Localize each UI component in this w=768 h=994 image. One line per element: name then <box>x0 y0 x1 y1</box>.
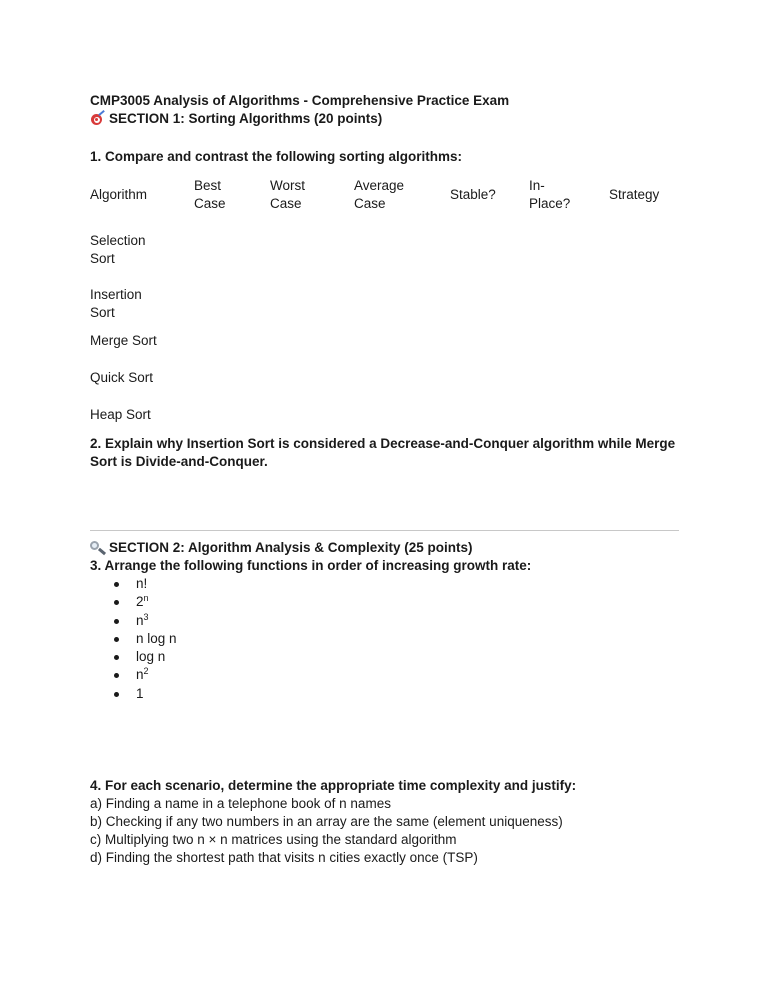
table-row <box>90 322 679 359</box>
header-average-case <box>354 176 450 214</box>
question-2: 2. Explain why Insertion Sort is considered a Decrease-and-Conquer algorithm while Merge Sort is Divide-and-Conquer. <box>90 436 676 469</box>
section2-heading-text: SECTION 2: Algorithm Analysis & Complexity (25 points) <box>109 540 473 555</box>
row-label-text: Selection Sort <box>90 232 146 266</box>
header-in-place-text: In-Place? <box>529 178 571 211</box>
row-label-quick-sort: Quick Sort <box>90 369 154 385</box>
question-3: 3. Arrange the following functions in order of increasing growth rate: <box>90 558 532 573</box>
function-exponent: n <box>143 593 149 604</box>
list-item <box>114 685 680 703</box>
header-in-place <box>529 176 609 214</box>
section1-heading <box>90 110 680 128</box>
section1-heading-text: SECTION 1: Sorting Algorithms (20 points) <box>109 111 383 126</box>
table-row <box>90 214 679 268</box>
function-text: 1 <box>136 685 144 701</box>
target-icon <box>90 112 106 126</box>
scenario-d: d) Finding the shortest path that visits n cities exactly once (TSP) <box>90 850 478 866</box>
exam-title: CMP3005 Analysis of Algorithms - Comprehensive Practice Exam <box>90 93 510 108</box>
row-label-merge-sort: Merge Sort <box>90 332 157 348</box>
section-divider <box>90 530 679 531</box>
sorting-comparison-table <box>90 176 679 433</box>
question-1: 1. Compare and contrast the following sorting algorithms: <box>90 149 463 164</box>
header-worst-case <box>270 176 354 214</box>
function-exponent: 2 <box>143 666 149 677</box>
section2-heading <box>90 539 680 557</box>
exam-page <box>90 92 680 867</box>
list-item <box>114 666 680 684</box>
row-label-selection-sort <box>90 214 194 268</box>
function-text: 2 <box>136 594 144 610</box>
scenario-a: a) Finding a name in a telephone book of n names <box>90 796 391 812</box>
table-header-row <box>90 176 679 214</box>
header-strategy: Strategy <box>609 187 660 202</box>
function-exponent: 3 <box>143 611 149 622</box>
header-worst-case-text: Worst Case <box>270 178 306 211</box>
question-4: 4. For each scenario, determine the appropriate time complexity and justify: <box>90 778 577 794</box>
list-item <box>114 630 680 648</box>
growth-function-list <box>90 575 680 703</box>
table-row <box>90 359 679 396</box>
function-text: n! <box>136 576 148 591</box>
scenario-c: c) Multiplying two n × n matrices using the standard algorithm <box>90 832 457 848</box>
function-text: n <box>136 612 144 628</box>
row-label-insertion-sort <box>90 268 194 322</box>
header-best-case-text: Best Case <box>194 178 226 211</box>
list-item <box>114 575 680 593</box>
list-item <box>114 648 680 666</box>
header-stable: Stable? <box>450 187 496 202</box>
scenario-b: b) Checking if any two numbers in an array are the same (element uniqueness) <box>90 814 563 830</box>
header-best-case <box>194 176 270 214</box>
function-text: n <box>136 667 144 683</box>
table-row <box>90 396 679 433</box>
header-average-case-text: Average Case <box>354 178 405 211</box>
row-label-heap-sort: Heap Sort <box>90 406 151 422</box>
row-label-text: Insertion Sort <box>90 286 142 320</box>
list-item <box>114 593 680 611</box>
function-text: log n <box>136 649 166 665</box>
table-row <box>90 268 679 322</box>
function-text: n log n <box>136 630 177 646</box>
magnifier-icon <box>90 541 106 555</box>
list-item <box>114 612 680 630</box>
header-algorithm: Algorithm <box>90 187 148 202</box>
